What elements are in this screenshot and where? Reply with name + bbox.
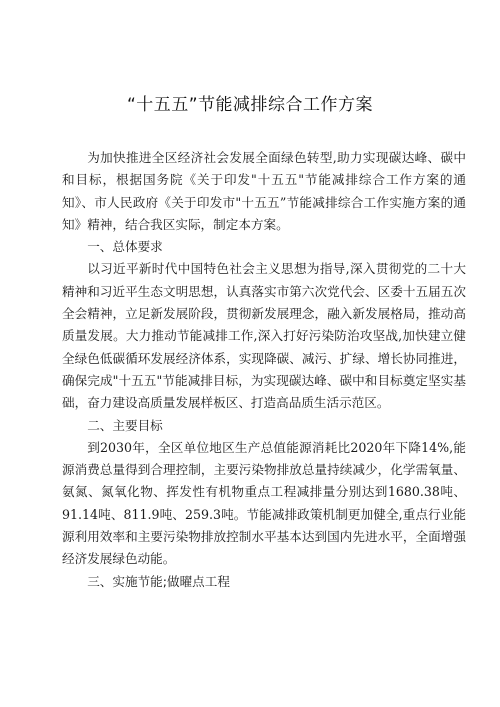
document-body bbox=[62, 147, 466, 593]
intro-paragraph: 为加快推进全区经济社会发展全面绿色转型,助力实现碳达峰、碳中和目标，根据国务院《关于印发"十五五"节能减排综合工作方案的通知》、市人民政府《关于印发市"十五五”节能减排综合工作实施方案的通知》精神，结合我区实际，制定本方案。 bbox=[62, 150, 466, 232]
document-title: “十五五”节能减排综合工作方案 bbox=[126, 95, 374, 115]
section-paragraph-main-targets: 到2030年，全区单位地区生产总值能源消耗比2020年下降14%,能源消费总量得到合理控制，主要污染物排放总量持续减少，化学需氧量、氨氮、氮氧化物、挥发性有机物重点工程减排量分别达到1680.38吨、91.14吨、811.9吨、259.3吨。节能减排政策机制更加健全,重点行业能源利用效率和主要污染物排放控制水平基本达到国内先进水平，全面增强经济发展绿色动能。 bbox=[62, 439, 466, 567]
section-heading-general-requirements: 一、总体要求 bbox=[87, 239, 163, 255]
section-heading-main-targets: 二、主要目标 bbox=[87, 417, 163, 433]
section-paragraph-general-requirements: 以习近平新时代中国特色社会主义思想为指导,深入贯彻党的二十大精神和习近平生态文明思想，认真落实市第六次党代会、区委十五届五次全会精神，立足新发展阶段，贯彻新发展理念，融入新发展格局，推动高质量发展。大力推动节能减排工作,深入打好污染防治攻坚战,加快建立健全绿色低碳循环发展经济体系，实现降碳、减污、扩绿、增长协同推进，确保完成"十五五"节能减排目标，为实现碳达峰、碳中和目标奠定坚实基础，奋力建设高质量发展样板区、打造高品质生活示范区。 bbox=[62, 261, 466, 411]
section-heading-key-projects: 三、实施节能;做曜点工程 bbox=[87, 573, 230, 589]
